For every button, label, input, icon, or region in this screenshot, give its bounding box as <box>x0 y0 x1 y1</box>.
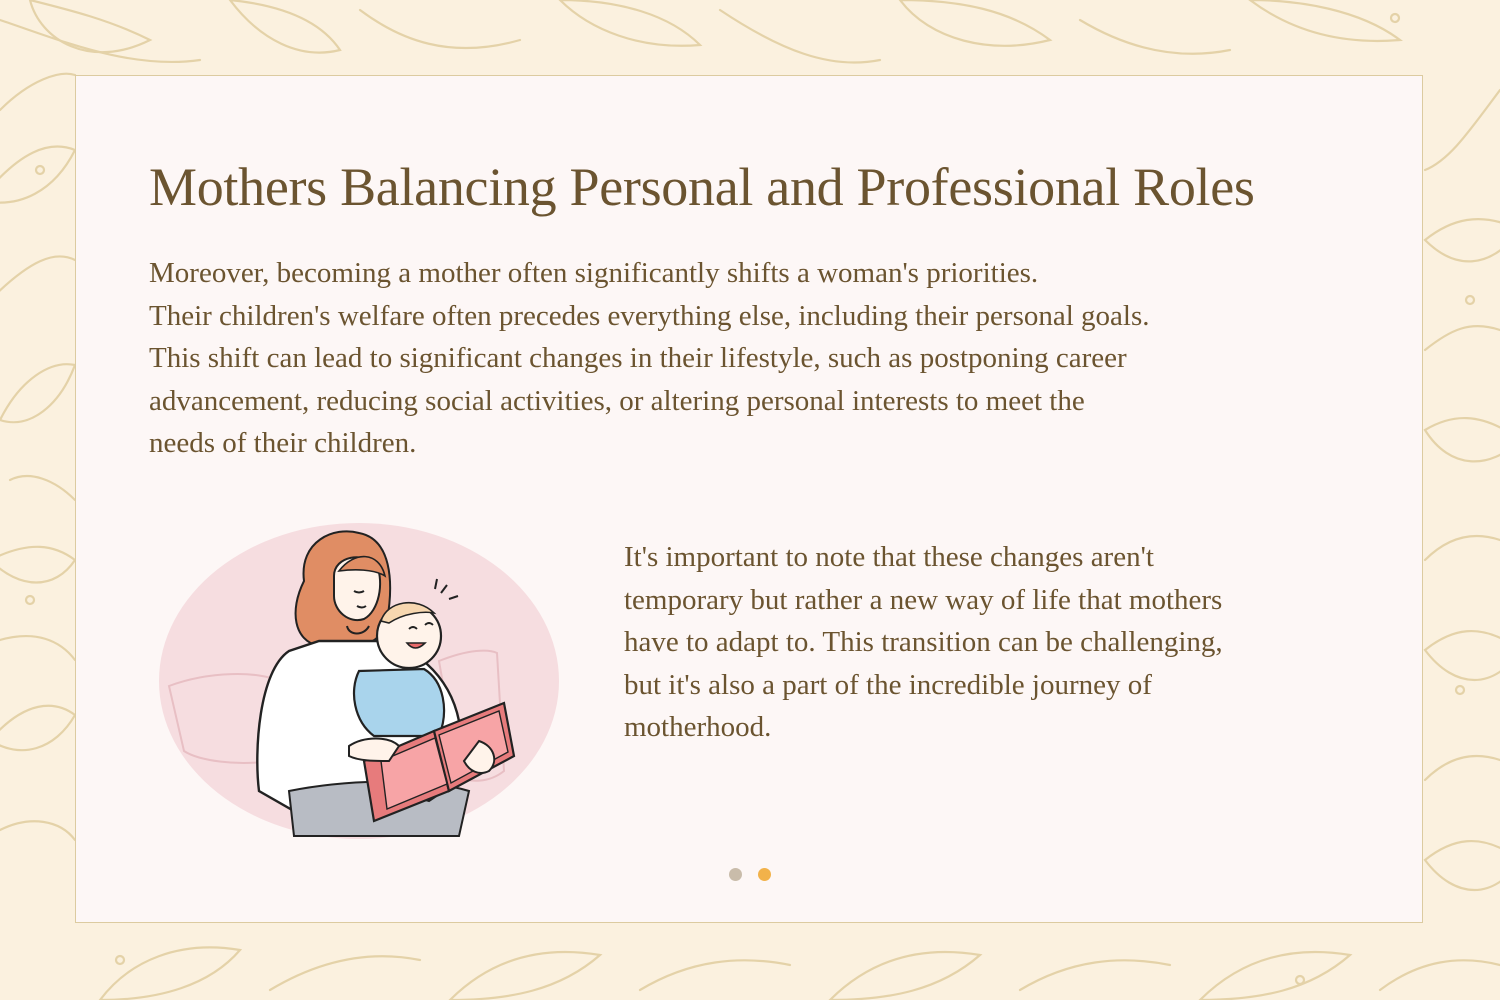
page-title: Mothers Balancing Personal and Professional Roles <box>149 157 1255 217</box>
slide-pagination <box>729 868 771 881</box>
paragraph-line: It's important to note that these changes aren't <box>624 541 1154 573</box>
intro-line: This shift can lead to significant changes in their lifestyle, such as postponing career <box>149 342 1127 374</box>
intro-line: Moreover, becoming a mother often significantly shifts a woman's priorities. <box>149 257 1039 289</box>
intro-line: needs of their children. <box>149 427 417 459</box>
motherhood-paragraph <box>624 536 1374 749</box>
paragraph-line: have to adapt to. This transition can be challenging, <box>624 626 1223 658</box>
paragraph-line: motherhood. <box>624 711 772 743</box>
paragraph-line: temporary but rather a new way of life that mothers <box>624 583 1223 616</box>
intro-line: Their children's welfare often precedes everything else, including their personal goals. <box>149 299 1150 332</box>
pagination-dot-2-active[interactable] <box>758 868 771 881</box>
pagination-dot-1[interactable] <box>729 868 742 881</box>
content-card <box>75 75 1423 923</box>
mother-reading-illustration <box>159 521 559 841</box>
intro-paragraph <box>149 252 1379 465</box>
paragraph-line: but it's also a part of the incredible journey of <box>624 668 1152 701</box>
intro-line: advancement, reducing social activities, or altering personal interests to meet the <box>149 384 1085 417</box>
